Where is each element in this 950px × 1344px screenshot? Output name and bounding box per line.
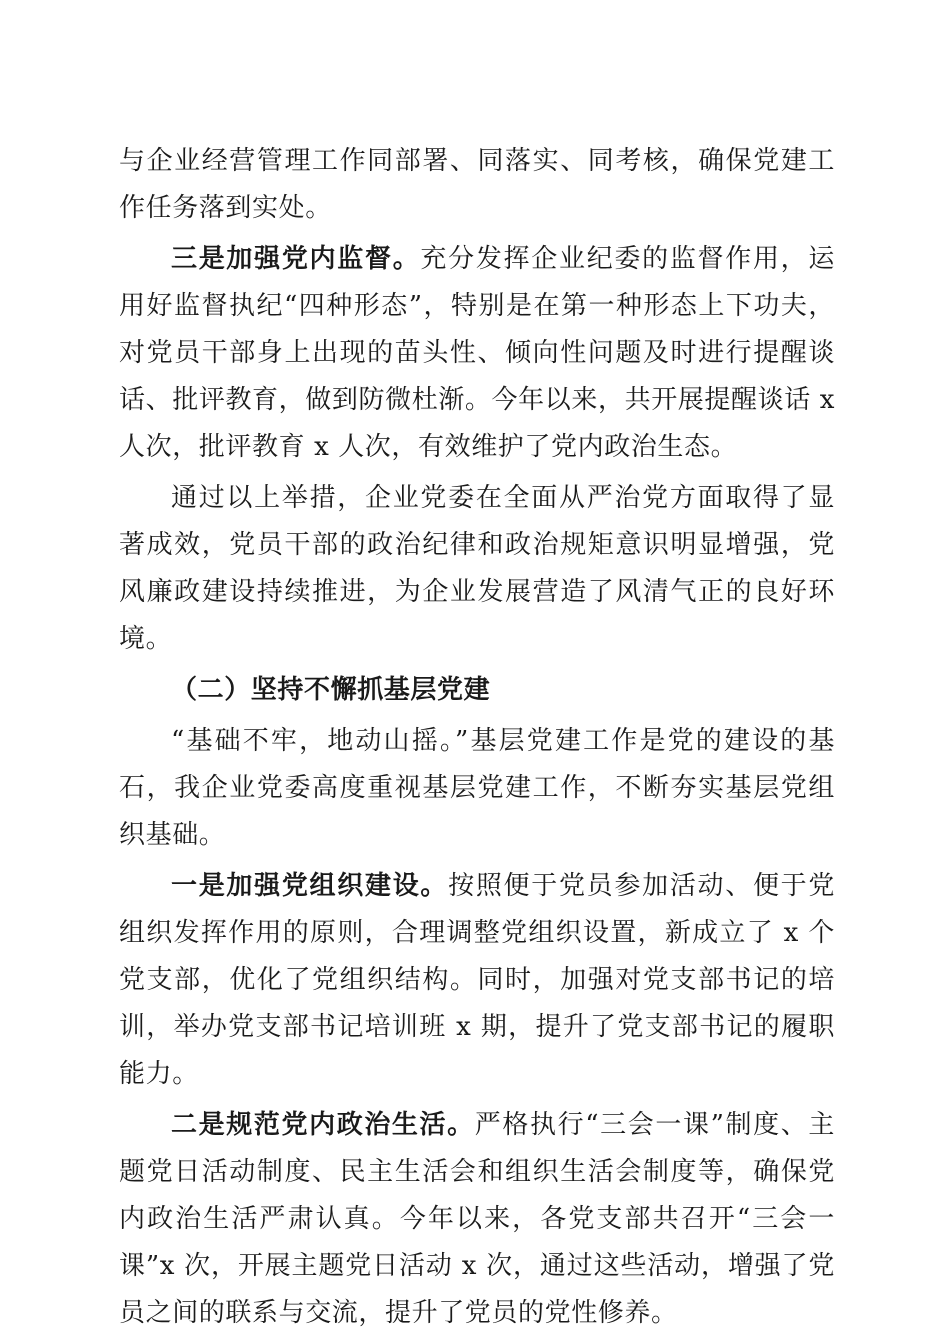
paragraph-text: 充分发挥企业纪委的监督作用，运用好监督执纪“四种形态”，特别是在第一种形态上下功夫，对党员干部身上出现的苗头性、倾向性问题及时进行提醒谈话、批评教育，做到防微杜渐。今年以来，共开展提醒谈话 x 人次，批评教育 x 人次，有效维护了党内政治生态。 [119,244,835,462]
document-body [119,138,835,1341]
paragraph-text: 通过以上举措，企业党委在全面从严治党方面取得了显著成效，党员干部的政治纪律和政治规矩意识明显增强，党风廉政建设持续推进，为企业发展营造了风清气正的良好环境。 [119,483,835,654]
section-heading: （二）坚持不懈抓基层党建 [171,675,491,705]
paragraph-text: “基础不牢，地动山摇。”基层党建工作是党的建设的基石，我企业党委高度重视基层党建工作，不断夯实基层党组织基础。 [119,726,835,850]
paragraph-text: 按照便于党员参加活动、便于党组织发挥作用的原则，合理调整党组织设置，新成立了 x 个党支部，优化了党组织结构。同时，加强对党支部书记的培训，举办党支部书记培训班 x 期，提升了党支部书记的履职能力。 [119,871,835,1089]
paragraph-text: 与企业经营管理工作同部署、同落实、同考核，确保党建工作任务落到实处。 [119,146,835,223]
paragraph-summary [119,475,835,663]
paragraph-intro [119,718,835,859]
paragraph-lead: 三是加强党内监督。 [171,244,421,274]
paragraph-party-supervision [119,236,835,471]
paragraph-lead: 二是规范党内政治生活。 [171,1110,475,1140]
paragraph-text: 严格执行“三会一课”制度、主题党日活动制度、民主生活会和组织生活会制度等，确保党内政治生活严肃认真。今年以来，各党支部共召开“三会一课”x 次，开展主题党日活动 x 次，通过这些活动，增强了党员之间的联系与交流，提升了党员的党性修养。 [119,1110,836,1328]
paragraph-org-building [119,863,835,1098]
paragraph-political-life [119,1102,835,1337]
paragraph-continuation [119,138,835,232]
paragraph-lead: 一是加强党组织建设。 [171,871,449,901]
